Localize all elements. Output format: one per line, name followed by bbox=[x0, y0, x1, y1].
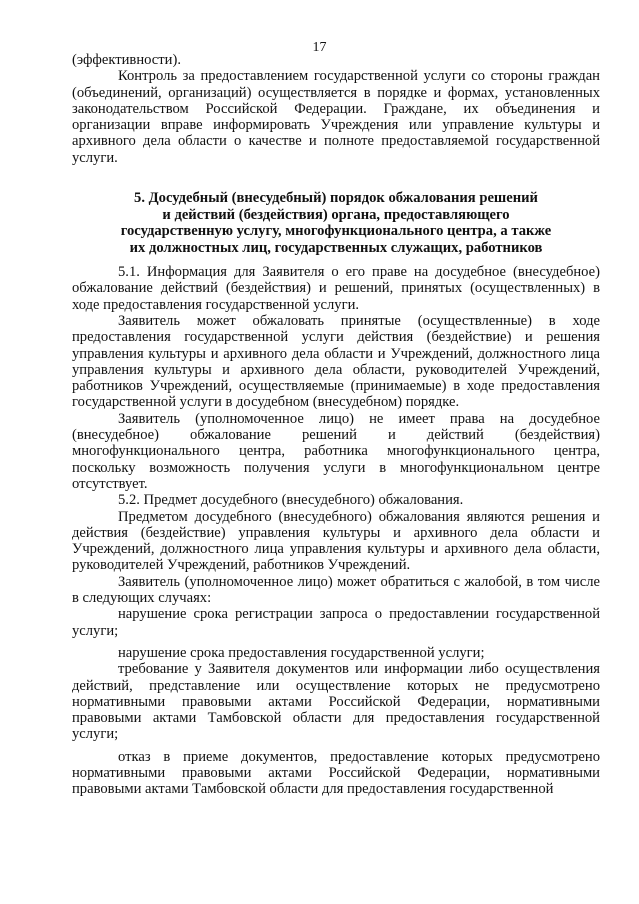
page-number: 17 bbox=[312, 40, 327, 55]
paragraph: (эффективности). bbox=[72, 52, 181, 68]
section-heading-line: государственную услугу, многофункционального центра, а также bbox=[120, 223, 552, 240]
paragraph: требование у Заявителя документов или информации либо осуществления действий, представление или осуществление которых не предусмотрено нормативными правовыми актами Российской Федерации, нормативными правовыми актами Тамбовской области для предоставления государственной услуги; bbox=[72, 661, 600, 743]
section-heading-line: их должностных лиц, государственных служащих, работников bbox=[129, 239, 543, 256]
section-heading-line: и действий (бездействия) органа, предоставляющего bbox=[162, 206, 510, 223]
paragraph: Заявитель может обжаловать принятые (осуществленные) в ходе предоставления государственной услуги действия (бездействие) и решения управления культуры и архивного дела области и Учреждений, должностного лица управления культуры и архивного дела области, руководителей Учреждений, работников Учреждений, осуществляемые (принимаемые) в ходе предоставления государственной услуги в досудебном (внесудебном) порядке. bbox=[72, 312, 600, 411]
paragraph: Предметом досудебного (внесудебного) обжалования являются решения и действия (бездействие) управления культуры и архивного дела области и Учреждений, должностного лица управления культуры и архивного дела области, руководителей Учреждений, работников Учреждений. bbox=[72, 508, 600, 574]
paragraph: Контроль за предоставлением государственной услуги со стороны граждан (объединений, организаций) осуществляется в порядке и формах, установленных законодательством Российской Федерации. Граждане, их объединения и организации вправе информировать Учреждения или управление культуры и архивного дела области о качестве и полноте предоставляемой государственной услуги. bbox=[72, 68, 600, 166]
document-body bbox=[72, 52, 600, 798]
section-heading-line: 5. Досудебный (внесудебный) порядок обжалования решений bbox=[134, 190, 538, 207]
paragraph: отказ в приеме документов, предоставление которых предусмотрено нормативными правовыми актами Российской Федерации, нормативными правовыми актами Тамбовской области для предоставления государственной bbox=[72, 748, 600, 798]
paragraphs-after-heading bbox=[72, 264, 600, 798]
paragraphs-before-heading bbox=[72, 52, 600, 166]
paragraph: 5.1. Информация для Заявителя о его праве на досудебное (внесудебное) обжалование действий (бездействия) и решений, принятых (осуществленных) в ходе предоставления государственной услуги. bbox=[72, 264, 600, 313]
paragraph: Заявитель (уполномоченное лицо) может обратиться с жалобой, в том числе в следующих случаях: bbox=[72, 573, 600, 607]
paragraph: Заявитель (уполномоченное лицо) не имеет права на досудебное (внесудебное) обжалование решений и действий (бездействия) многофункционального центра, работника многофункционального центра, поскольку возможность получения услуги в многофункциональном центре отсутствует. bbox=[72, 410, 600, 492]
paragraph: нарушение срока регистрации запроса о предоставлении государственной услуги; bbox=[72, 606, 600, 639]
section-heading bbox=[72, 190, 600, 256]
paragraph: 5.2. Предмет досудебного (внесудебного) обжалования. bbox=[118, 492, 464, 509]
paragraph: нарушение срока предоставления государственной услуги; bbox=[118, 644, 485, 661]
